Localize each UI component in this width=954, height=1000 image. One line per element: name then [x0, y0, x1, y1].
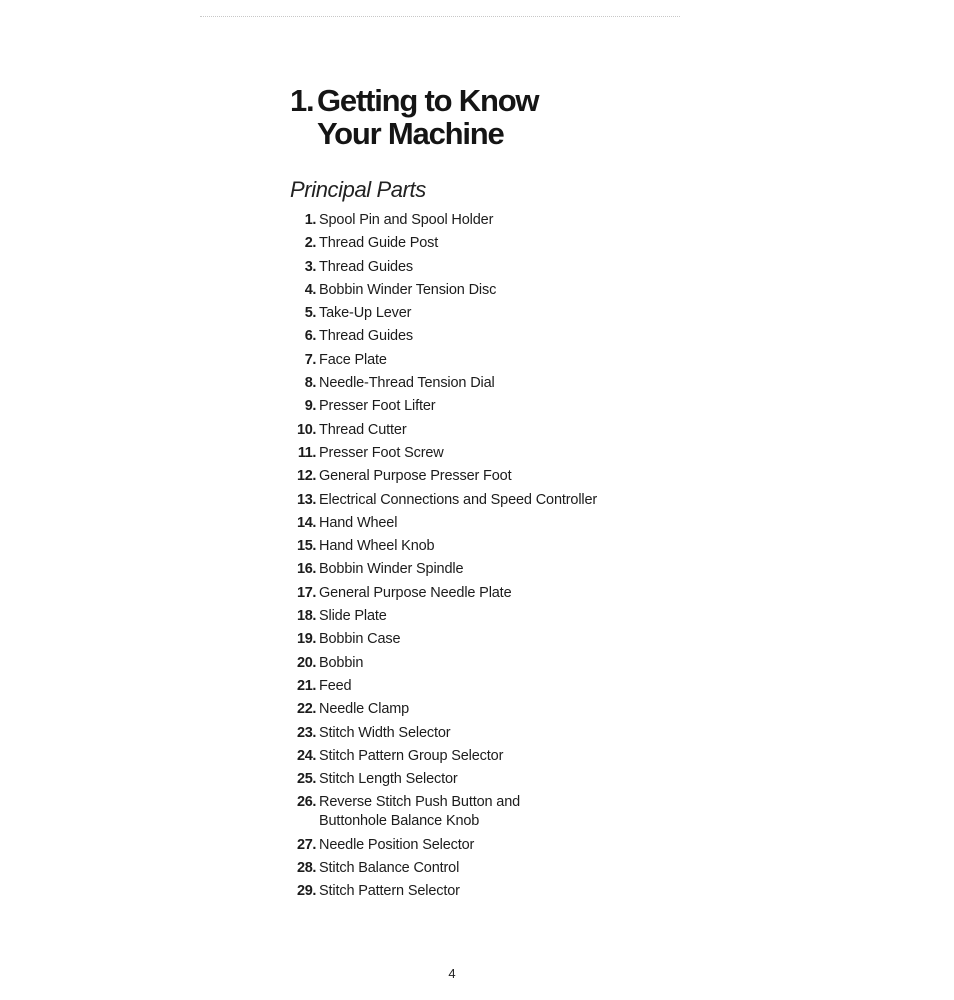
part-label [317, 700, 409, 719]
part-number: 9. [304, 398, 316, 415]
part-item [288, 859, 597, 878]
part-item [288, 421, 597, 440]
part-item [288, 234, 597, 253]
part-label [317, 724, 450, 743]
part-number: 7. [304, 351, 316, 368]
part-item [288, 747, 597, 766]
part-number: 15. [297, 538, 316, 555]
part-item [288, 630, 597, 649]
part-number: 21. [297, 677, 316, 694]
part-label [317, 211, 493, 230]
part-number: 23. [297, 724, 316, 741]
part-item [288, 836, 597, 855]
part-label [317, 677, 351, 696]
chapter-heading [290, 84, 538, 150]
part-label [317, 630, 400, 649]
page-number: 4 [448, 966, 456, 981]
part-label-text: Hand Wheel Knob [319, 538, 435, 555]
part-label [317, 584, 511, 603]
part-label-text: Slide Plate [319, 608, 387, 625]
part-item [288, 397, 597, 416]
part-label [317, 607, 387, 626]
part-item [288, 724, 597, 743]
part-number: 18. [297, 608, 316, 625]
part-label-text: Stitch Length Selector [319, 771, 458, 788]
part-number: 25. [297, 771, 316, 788]
part-label [317, 281, 496, 300]
part-label-text: Thread Guide Post [319, 235, 439, 252]
part-label [317, 374, 495, 393]
part-label-text: Take-Up Lever [319, 305, 412, 322]
part-number: 4. [304, 281, 316, 298]
part-label [317, 836, 474, 855]
part-item [288, 514, 597, 533]
part-label-text: Thread Guides [319, 258, 413, 275]
part-label [317, 770, 458, 789]
part-label-text: Bobbin [319, 654, 364, 671]
part-label [317, 234, 438, 253]
part-item [288, 607, 597, 626]
part-item [288, 882, 597, 901]
part-number: 28. [297, 860, 316, 877]
part-item [288, 700, 597, 719]
part-label [317, 537, 434, 556]
part-label [317, 654, 363, 673]
part-number: 17. [297, 584, 316, 601]
part-number: 24. [297, 747, 316, 764]
part-number: 20. [297, 654, 316, 671]
part-label-text: Stitch Balance Control [319, 860, 460, 877]
part-label-text: Needle-Thread Tension Dial [319, 375, 495, 392]
part-label-text: Thread Cutter [319, 421, 407, 438]
part-item [288, 444, 597, 463]
part-item [288, 211, 597, 230]
part-number: 16. [297, 561, 316, 578]
part-label [317, 258, 413, 277]
part-item [288, 327, 597, 346]
part-label-text: Feed [319, 677, 352, 694]
part-label [317, 491, 597, 510]
part-label [317, 793, 520, 831]
part-label-text: Face Plate [319, 351, 387, 368]
part-label [317, 444, 444, 463]
chapter-number: 1. [290, 83, 314, 118]
part-item [288, 584, 597, 603]
part-number: 8. [304, 375, 316, 392]
part-label-text: Bobbin Case [319, 631, 401, 648]
part-item [288, 281, 597, 300]
part-label [317, 304, 411, 323]
principal-parts-list [288, 211, 597, 906]
part-number: 2. [304, 235, 316, 252]
part-label-text: Presser Foot Screw [319, 444, 444, 461]
part-number: 13. [297, 491, 316, 508]
part-label-text: Hand Wheel [319, 514, 398, 531]
part-label-text: General Purpose Presser Foot [319, 468, 512, 485]
part-item [288, 491, 597, 510]
top-edge-rule [200, 16, 680, 17]
part-number: 6. [304, 328, 316, 345]
part-label-text: General Purpose Needle Plate [319, 584, 512, 601]
part-item [288, 467, 597, 486]
part-number: 26. [297, 794, 316, 811]
part-label-continuation: Buttonhole Balance Knob [319, 813, 480, 830]
part-number: 5. [304, 305, 316, 322]
part-label [317, 882, 460, 901]
part-label-text: Spool Pin and Spool Holder [319, 212, 494, 228]
chapter-title-line-1: Getting to Know [317, 83, 539, 118]
part-item [288, 304, 597, 323]
part-item [288, 351, 597, 370]
part-number: 19. [297, 631, 316, 648]
part-item [288, 770, 597, 789]
part-label-text: Needle Clamp [319, 701, 410, 718]
part-number: 22. [297, 701, 316, 718]
part-number: 1. [304, 212, 316, 228]
part-item [288, 654, 597, 673]
part-label [317, 467, 511, 486]
part-label [317, 397, 435, 416]
part-item [288, 677, 597, 696]
part-label [317, 747, 503, 766]
part-number: 27. [297, 836, 316, 853]
part-number: 12. [297, 468, 316, 485]
part-label-text: Stitch Pattern Group Selector [319, 747, 504, 764]
part-number: 29. [297, 883, 316, 900]
part-item [288, 374, 597, 393]
part-label-text: Electrical Connections and Speed Controller [319, 491, 598, 508]
part-number: 10. [297, 421, 316, 438]
chapter-title-line-2: Your Machine [317, 116, 504, 151]
part-label-text: Reverse Stitch Push Button and [319, 794, 521, 811]
part-label [317, 351, 387, 370]
part-label-text: Thread Guides [319, 328, 413, 345]
part-label [317, 421, 407, 440]
part-label [317, 514, 397, 533]
part-number: 3. [304, 258, 316, 275]
part-number: 11. [297, 444, 316, 461]
part-label [317, 859, 459, 878]
part-label-text: Stitch Pattern Selector [319, 883, 460, 900]
part-item [288, 560, 597, 579]
section-title: Principal Parts [290, 177, 426, 202]
part-label [317, 327, 413, 346]
part-label-text: Bobbin Winder Spindle [319, 561, 464, 578]
part-number: 14. [297, 514, 316, 531]
part-label-text: Needle Position Selector [319, 836, 475, 853]
part-label-text: Stitch Width Selector [319, 724, 451, 741]
part-label-text: Bobbin Winder Tension Disc [319, 281, 497, 298]
part-item [288, 793, 597, 831]
part-item [288, 537, 597, 556]
part-item [288, 258, 597, 277]
part-label [317, 560, 463, 579]
part-label-text: Presser Foot Lifter [319, 398, 436, 415]
